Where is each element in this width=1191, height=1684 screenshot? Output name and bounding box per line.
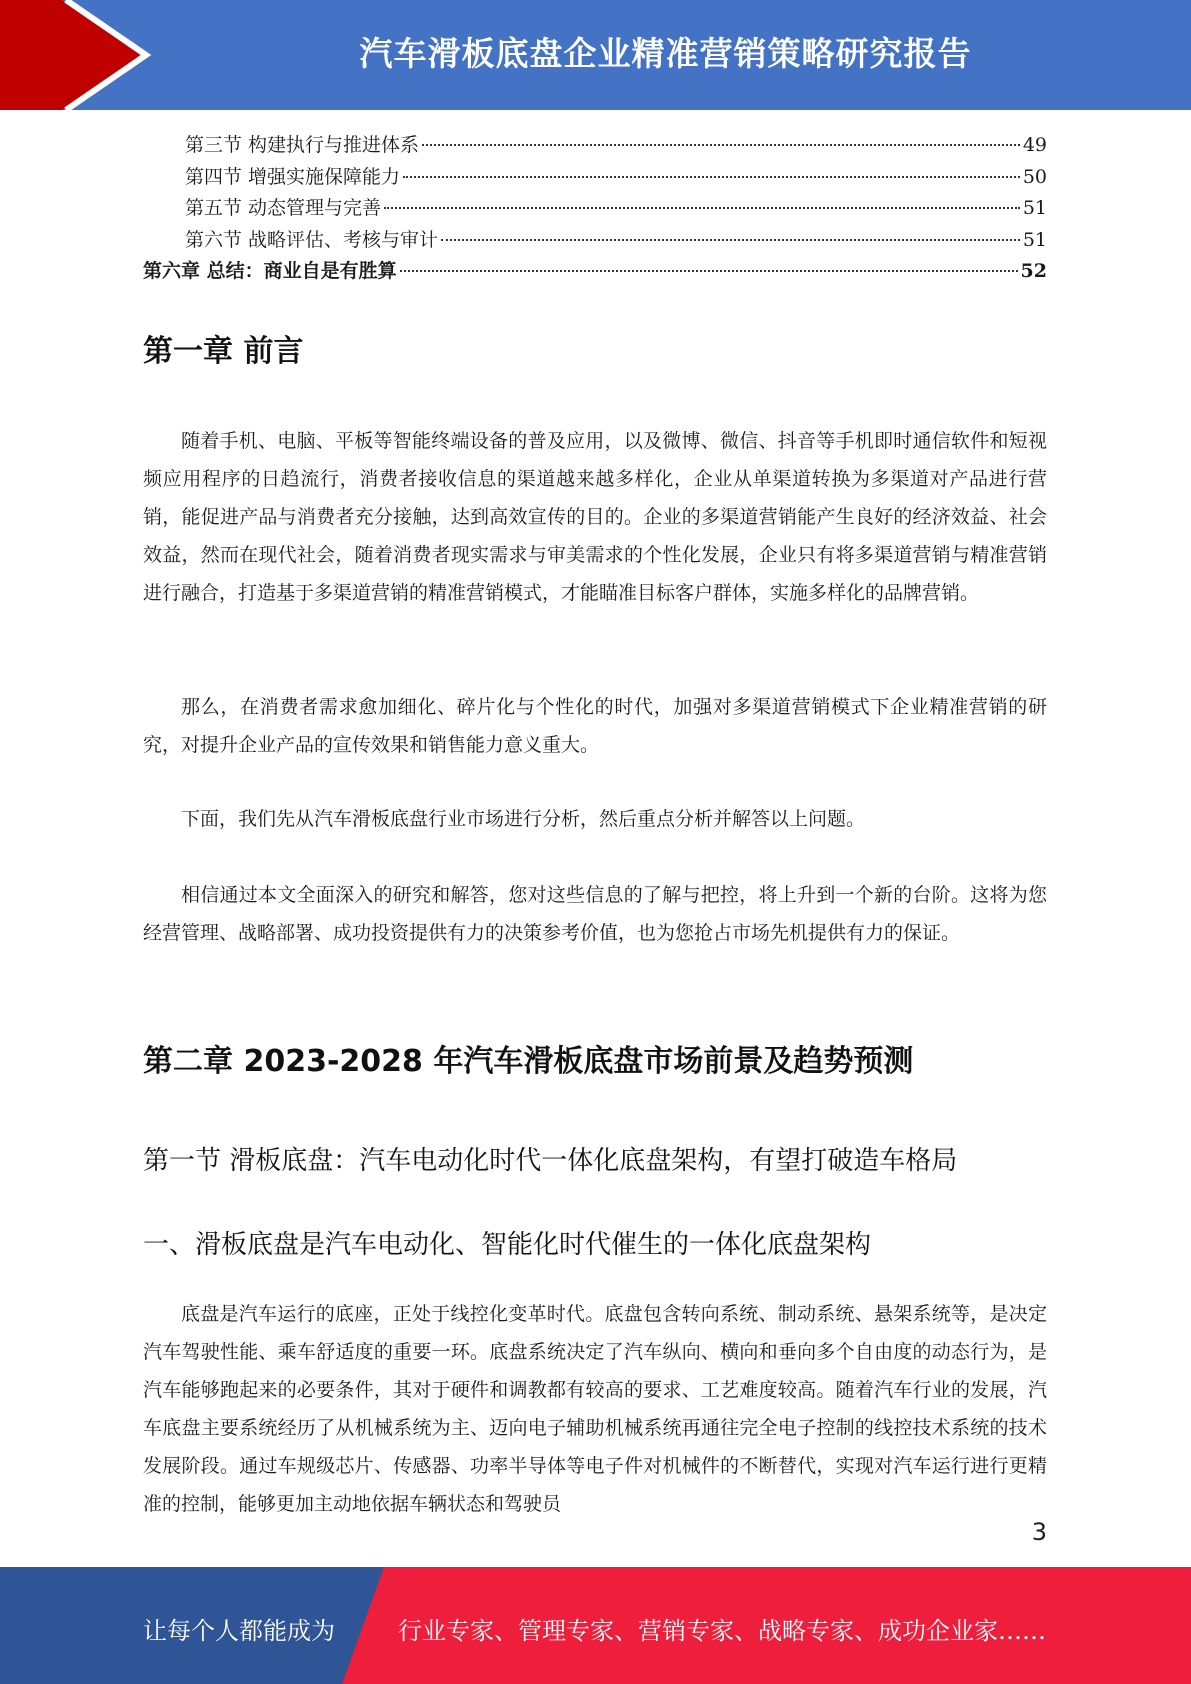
toc-entry-page: 51: [1022, 197, 1047, 219]
toc-leader-dots: [400, 270, 1018, 272]
toc-leader-dots: [384, 207, 1020, 209]
chapter-1-heading: 第一章 前言: [143, 334, 304, 369]
toc-entry-title: 第六节 战略评估、考核与审计: [185, 228, 439, 251]
page-header: [0, 0, 1191, 110]
paragraph: 底盘是汽车运行的底座，正处于线控化变革时代。底盘包含转向系统、制动系统、悬架系统等，是决定汽车驾驶性能、乘车舒适度的重要一环。底盘系统决定了汽车纵向、横向和垂向多个自由度的动态行为，是汽车能够跑起来的必要条件，其对于硬件和调教都有较高的要求、工艺难度较高。随着汽车行业的发展，汽车底盘主要系统经历了从机械系统为主、迈向电子辅助机械系统再通往完全电子控制的线控技术系统的技术发展阶段。通过车规级芯片、传感器、功率半导体等电子件对机械件的不断替代，实现对汽车运行进行更精准的控制，能够更加主动地依据车辆状态和驾驶员: [143, 1303, 1047, 1515]
toc-leader-dots: [422, 144, 1020, 146]
toc-entry-page: 51: [1022, 228, 1047, 251]
paragraph: 随着手机、电脑、平板等智能终端设备的普及应用，以及微博、微信、抖音等手机即时通信软件和短视频应用程序的日趋流行，消费者接收信息的渠道越来越多样化，企业从单渠道转换为多渠道对产品进行营销，能促进产品与消费者充分接触，达到高效宣传的目的。企业的多渠道营销能产生良好的经济效益、社会效益，然而在现代社会，随着消费者现实需求与审美需求的个性化发展，企业只有将多渠道营销与精准营销进行融合，打造基于多渠道营销的精准营销模式，才能瞄准目标客户群体，实施多样化的品牌营销。: [143, 430, 1047, 604]
paragraph: 相信通过本文全面深入的研究和解答，您对这些信息的了解与把控，将上升到一个新的台阶。这将为您经营管理、战略部署、成功投资提供有力的决策参考价值，也为您抢占市场先机提供有力的保证。: [143, 884, 1047, 944]
toc-entry-title: 第三节 构建执行与推进体系: [185, 134, 420, 156]
section-heading: 第一节 滑板底盘：汽车电动化时代一体化底盘架构，有望打破造车格局: [143, 1146, 958, 1176]
page-number: 3: [1031, 1518, 1047, 1546]
paragraph: 下面，我们先从汽车滑板底盘行业市场进行分析，然后重点分析并解答以上问题。: [181, 808, 866, 830]
toc-entry-title: 第五节 动态管理与完善: [185, 197, 382, 219]
toc-leader-dots: [441, 239, 1020, 241]
toc-entry[interactable]: [143, 225, 1047, 257]
toc-entry[interactable]: [143, 130, 1047, 162]
table-of-contents: [143, 130, 1047, 288]
toc-entry[interactable]: [143, 193, 1047, 225]
footer-slogan-right: 行业专家、管理专家、营销专家、战略专家、成功企业家……: [398, 1617, 1046, 1645]
toc-entry-page: 49: [1022, 134, 1047, 156]
chapter-2-heading: 第二章 2023-2028 年汽车滑板底盘市场前景及趋势预测: [143, 1044, 914, 1079]
toc-entry-title: 第四节 增强实施保障能力: [185, 165, 401, 188]
page-footer: [0, 1567, 1191, 1684]
footer-slogan-left: 让每个人都能成为: [143, 1617, 335, 1645]
report-title: 汽车滑板底盘企业精准营销策略研究报告: [359, 34, 972, 73]
toc-leader-dots: [403, 176, 1020, 178]
subsection-heading: 一、滑板底盘是汽车电动化、智能化时代催生的一体化底盘架构: [143, 1230, 872, 1260]
toc-entry-page: 52: [1020, 260, 1047, 282]
toc-entry-title: 第六章 总结：商业自是有胜算: [143, 260, 397, 282]
paragraph: 那么，在消费者需求愈加细化、碎片化与个性化的时代，加强对多渠道营销模式下企业精准营销的研究，对提升企业产品的宣传效果和销售能力意义重大。: [143, 696, 1047, 756]
toc-entry[interactable]: [143, 256, 1047, 288]
toc-entry-page: 50: [1022, 165, 1047, 188]
toc-entry[interactable]: [143, 162, 1047, 194]
